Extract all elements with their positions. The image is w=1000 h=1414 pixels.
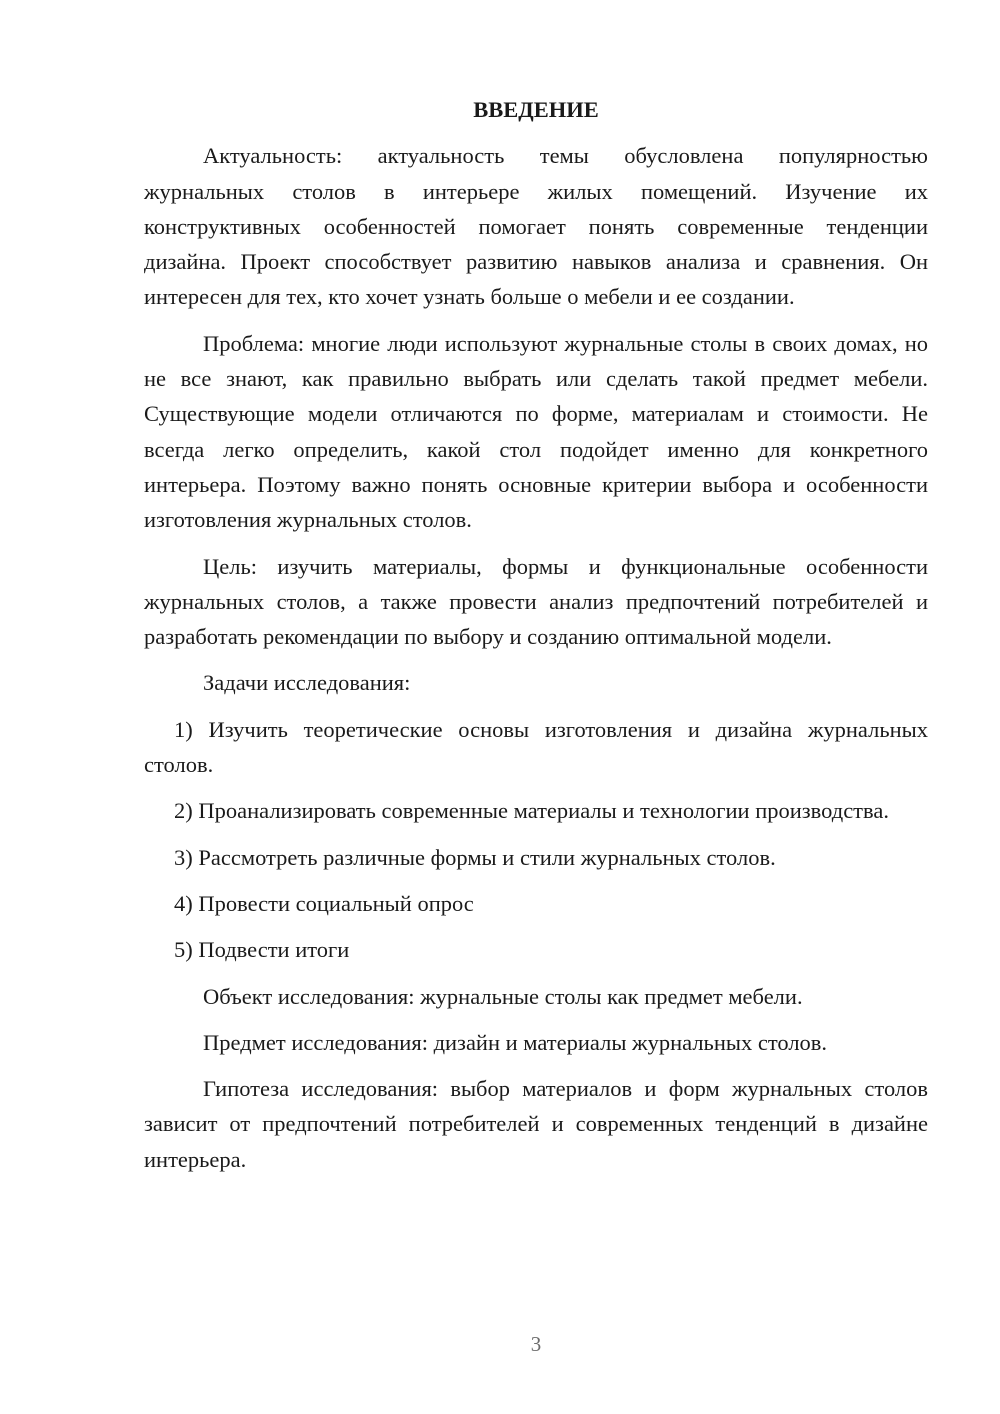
- page-number: 3: [530, 1332, 542, 1356]
- task-item-2: 2) Проанализировать современные материалы и технологии производства.: [174, 798, 889, 824]
- task-item-5: 5) Подвести итоги: [174, 937, 350, 963]
- paragraph-problem: Проблема: многие люди используют журнальные столы в своих домах, но не все знают, как правильно выбрать или сделать такой предмет мебели. Существующие модели отличаются по форме, материалам и стоимости. Не всегда легко определить, какой стол подойдет именно для конкретного интерьера. Поэтому важно понять основные критерии выбора и особенности изготовления журнальных столов.: [144, 330, 928, 533]
- tasks-heading: Задачи исследования:: [203, 670, 411, 696]
- research-hypothesis: Гипотеза исследования: выбор материалов и форм журнальных столов зависит от предпочтений потребителей и современных тенденций в дизайне интерьера.: [144, 1076, 928, 1172]
- task-item-4: 4) Провести социальный опрос: [174, 890, 474, 916]
- task-item-3: 3) Рассмотреть различные формы и стили журнальных столов.: [174, 844, 776, 870]
- paragraph-goal: Цель: изучить материалы, формы и функциональные особенности журнальных столов, а также провести анализ предпочтений потребителей и разработать рекомендации по выбору и созданию оптимальной модели.: [144, 553, 928, 650]
- page-title: ВВЕДЕНИЕ: [473, 97, 599, 122]
- research-object: Объект исследования: журнальные столы как предмет мебели.: [203, 983, 803, 1009]
- task-item-1: 1) Изучить теоретические основы изготовления и дизайна журнальных столов.: [144, 716, 928, 778]
- document-page: [144, 92, 928, 1188]
- paragraph-relevance: Актуальность: актуальность темы обусловлена популярностью журнальных столов в интерьере жилых помещений. Изучение их конструктивных особенностей помогает понять современные тенденции дизайна. Проект способствует развитию навыков анализа и сравнения. Он интересен для тех, кто хочет узнать больше о мебели и ее создании.: [144, 143, 928, 310]
- research-subject: Предмет исследования: дизайн и материалы журнальных столов.: [203, 1029, 828, 1055]
